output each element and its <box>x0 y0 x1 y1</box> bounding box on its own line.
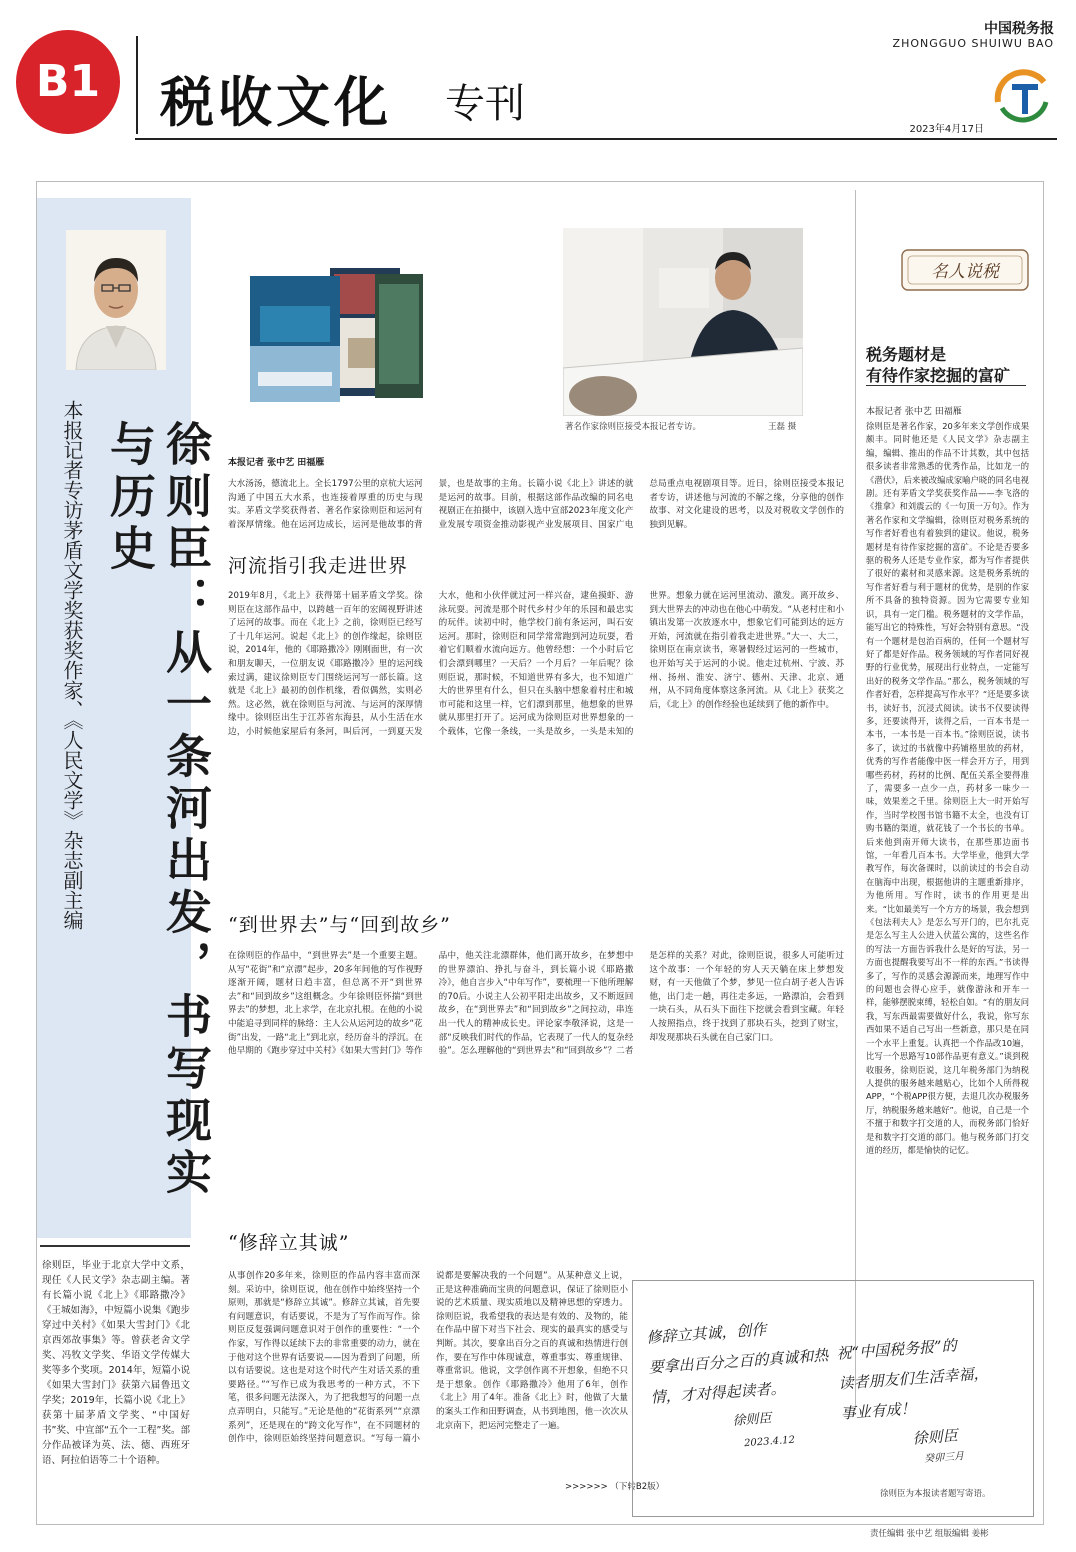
sidebar-body: 徐则臣是著名作家，20多年来文学创作成果颇丰。同时他还是《人民文学》杂志副主编，编辑、推出的作品不计其数，其中包括很多读者非常熟悉的优秀作品，比如龙一的《潜伏》，后来被改编成家喻户晓的同名电视剧。还有茅盾文学奖获奖作品——李飞洛的《推拿》和刘震云的《一句顶一万句》。作为著名作家和文学编辑，徐则臣对税务系统的写作者好看也有着独到的建议。他说，税务题材是有待作家挖掘的富矿。不论是否要多驱的税务人还是专业作家，都为写作者提供了很好的素材和灵感来源。这是税务系统的写作者好看与利于题材的优势，是别的作家所不具备的独特资源。因为它需要专业知识，具有一定门槛。税务题材的文学作品，能写出它的特殊性，写好会特别有意思。“没有一个题材是包治百病的，任何一个题材写好了都是好作品。税务领域的写作者同好视野的行业优势，展现出行业特点，一定能写出好的税务文学作品。”那么，税务领域的写作者好看，怎样提高写作水平？“还是要多读书，读好书，沉浸式阅读。读书不仅要读得多，还要读得开，读得之后，一百本书是一本书，一本书是一百本书。”徐则臣说，读书多了，读过的书就像中药铺格里放的药材，优秀的写作者能像中医一样会开方子，用到哪些药材，药材的比例、配伍关系全要得准了，需要多一点少一点，药材多一味少一味，效果差之千里。徐则臣上大一时开始写作，当时学校图书馆书籍不太全，也没有订购书籍的渠道，就花钱了一个书长的书单。后来他到南开师大读书，在那些那边面书馆，一年看几百本书。大学毕业，他到大学教写作，每次备课时，以前读过的书会自动在脑海中出现，根据他讲的主题重新排序，为他所用。写作时，读书的作用更是出来。“比如最美写一个方方的场景，我会想到《包法利夫人》是怎么写开门的，巴尔扎克是怎么写主人公进入伏蓝公寓的，这些名作的写法一方面告诉我什么是好的写法，另一方面也提醒我要写出不一样的东西。”书读得多了，写作的灵感会源源而来，地理写作中的问题也会得心应手，就像游泳和开车一样，能够摆脱束缚，轻松自如。“有的朋友问我，写东西最需要做好什么，我说，你写东西如果不适自己写出一些新意，那只是在同一个水平上重复。认真把一个作品改10遍，比写一个思路写10部作品更有意义。”谈到税收服务，徐则臣说，这几年税务部门为纳税人提供的服务越来越贴心，比如个人所得税APP，“个税APP很方便，去退几次办税服务厅，纳税服务越来越好”。他说，自己是一个不擅于和数字打交道的人，而税务部门恰好是和数字打交道的部门。他与税务部门打交道的经历，都是愉快的记忆。 <box>866 421 1029 1155</box>
section-title: 税收文化 <box>160 70 392 134</box>
hw-line: 祝“中国税务报”的 <box>835 1336 958 1363</box>
sidebar-title-line1: 税务题材是 <box>866 345 947 364</box>
article-byline: 本报记者 张中艺 田福雁 <box>228 458 325 468</box>
hw-line: 事业有成！ <box>840 1399 917 1423</box>
hw-date: 2023.4.12 <box>743 1434 796 1450</box>
sidebar-divider <box>855 190 856 1410</box>
photo-credit: 王磊 摄 <box>768 422 797 432</box>
book-covers-image <box>250 260 425 406</box>
handwritten-note-1 <box>645 1310 844 1459</box>
section-subtitle: 专刊 <box>445 81 525 127</box>
article-section-3: 从事创作20多年来，徐则臣的作品内容丰富而深刻。采访中，徐则臣说，他在创作中始终坚持一个原则，那就是“修辞立其诚”。修辞立其诚，首先要有问题意识，有话要说，不是为了写作而写作。徐则臣反复强调问题意识对于创作的重要性：“一个作家，写作得以延续下去的非常重要的动力，就在于他对这个世界有话要说——因为看到了问题，所以有话要说。这也是对这个时代产生对话关系的重要路径。”“写作已成为我思考的一种方式，不下笔，很多问题无法深入，为了把我想写的问题一点点弄明白，只能写。”无论是他的“花街系列”“京漂系列”，还是现在的“跨文化写作”，在不同题材的创作中，徐则臣始终坚持问题意识。“写每一篇小说都是要解决我的一个问题”。从某种意义上说，正是这种准确而宝贵的问题意识，保证了徐则臣小说的艺术质量、现实质地以及精神思想的穿透力。徐则臣说，我希望我的表达是有效的、及物的，能在作品中留下对当下社会、现实的最真实的感受与判断。其次，要拿出百分之百的真诚和热情进行创作，要在写作中体现诚意，尊重事实、尊重规律、尊重常识。他说，文学创作离不开想象，但绝不只是于想象。创作《耶路撒冷》他用了6年，创作《北上》用了4年。准备《北上》时，他做了大量的案头工作和田野调查，从书到地图，他一次次从北京南下，把运河完整走了一遍。 <box>228 1271 628 1445</box>
article-section-2: 在徐则臣的作品中，“到世界去”是一个重要主题。从写“花街”和“京漂”起步，20多年间他的写作视野逐渐开阔，题材日趋丰富，但总离不开“到世界去”和“回到故乡”这组概念。少年徐则臣怀揣“到世界去”的梦想，北上求学，在北京扎根。在他的小说中能追寻到同样的脉络：主人公从运河边的故乡“花街”出发，一路“北上”到北京，经历奋斗的浮沉。在他早期的《跑步穿过中关村》《如果大雪封门》等作品中，他关注北漂群体，他们离开故乡，在梦想中的世界漂泊、挣扎与奋斗，到长篇小说《耶路撒冷》，他自言步入“中年写作”，要梳理一下他所理解的70后。小说主人公初平阳走出故乡，又不断返回故乡，在“到世界去”和“回到故乡”之间拉动，串连出一代人的精神成长史。评论家李敬泽说，这是一部“反映我们时代的作品，它表现了一代人的复杂经验”。怎么理解他的“到世界去”和“回到故乡”？二者是怎样的关系？对此，徐则臣说，很多人可能听过这个故事：一个年轻的穷人天天躺在床上梦想发财，有一天他做了个梦，梦见一位白胡子老人告诉他，出门走一趟，再往走多远，一路漂泊，会看到一块石头，从石头下面往下挖就会看到宝藏。年轻人按照指点，终于找到了那块石头，挖到了财宝，却发现那块石头就在自己家门口。 <box>228 951 844 1057</box>
profile-headline: 徐则臣：从一条河出发，书写现实与历史 <box>103 420 213 1200</box>
stamp-text: 名人说税 <box>931 262 999 282</box>
photo-caption: 著名作家徐则臣接受本报记者专访。 <box>565 422 702 432</box>
subhead-world-home: “到世界去”与“回到故乡” <box>228 914 451 936</box>
interview-photo <box>563 228 803 416</box>
sidebar-title-line2: 有待作家挖掘的富矿 <box>866 366 1011 385</box>
sidebar-title-rule <box>866 385 1026 386</box>
article-section-1: 2019年8月，《北上》获得第十届茅盾文学奖。徐则臣在这部作品中，以跨越一百年的宏阔视野讲述了运河的故事。而在《北上》之前，徐则臣已经写了十几年运河。说起《北上》的创作缘起，徐则臣说，2014年，他的《耶路撒冷》刚刚面世，有一次和朋友聊天，一位朋友说《耶路撒冷》里的运河线索过满，建议徐则臣专门围绕运河写一部长篇。这就是《北上》最初的创作机缘，看似偶然，实则必然。这必然，就在徐则臣与河流、与运河的深厚情缘中。徐则臣出生于江苏省东海县，从小生活在水边，小时候他家屋后有条河，叫后河，一到夏天发大水，他和小伙伴就过河一样兴奋，逮鱼摸虾、游泳玩耍。河流是那个时代乡村少年的乐园和最忠实的玩伴。读初中时，他学校门前有条运河，叫石安运河。那时，徐则臣和同学常常跑到河边玩耍，看着它们顺着水流向远方。他曾经想：一个小时后它们会漂到哪里？一天后？一个月后？一年后呢？徐则臣说，那时候，不知道世界有多大，也不知道广大的世界里有什么，但只在头脑中想象着村庄和城市可能和这里一样，它们漂到那里，他想象的世界就从那里打开了。运河成为徐则臣对世界想象的一个载体，它像一条线，一头是故乡，一头是未知的世界。想象力就在运河里流动、激发。离开故乡、到大世界去的冲动也在他心中萌发。“从老村庄和小镇出发第一次放逐水中，想象它们可能到达的远方开始，河流就在指引着我走进世界。”大一、大二，徐则臣在南京读书，寒暑假经过运河的一些城市，也开始写关于运河的小说。他走过杭州、宁波、苏州、扬州、淮安、济宁、德州、天津、北京、通州，从不同角度体察这条河流。从《北上》获奖之后，《北上》的创作经验也延续到了他的新作中。 <box>228 591 844 737</box>
section-badge <box>16 30 120 134</box>
subhead-sincerity: “修辞立其诚” <box>228 1232 350 1254</box>
continued-note: >>>>>> （下转B2版） <box>565 1482 665 1492</box>
masthead-rule <box>135 138 1057 140</box>
subhead-rivers: 河流指引我走进世界 <box>228 555 409 577</box>
section-code: B1 <box>35 56 101 107</box>
paper-name-pinyin: ZHONGGUO SHUIWU BAO <box>892 37 1054 50</box>
paper-name: 中国税务报 <box>984 21 1054 37</box>
hw-signature: 徐则臣 <box>732 1411 773 1429</box>
profile-byline: 本报记者专访茅盾文学奖获奖作家、《人民文学》杂志副主编 <box>60 400 84 930</box>
tax-paper-logo-icon <box>990 62 1054 126</box>
article-intro: 大水汤汤，德流北上。全长1797公里的京杭大运河沟通了中国五大水系，也连接着厚重的历史与现实。茅盾文学奖获得者、著名作家徐则臣和运河有着深厚情缘。他在运河边成长，运河是他故事的背景，也是故事的主角。长篇小说《北上》讲述的就是运河的故事。目前，根据这部作品改编的同名电视剧正在拍摄中，该剧入选中宣部2023年度文化产业发展专项资金推动影视产业发展项目、国家广电总局重点电视剧项目等。近日，徐则臣接受本报记者专访，讲述他与河流的不解之缘，分享他的创作故事、对文化建设的思考，以及对税收文学创作的独到见解。 <box>228 479 844 530</box>
author-portrait <box>66 230 166 370</box>
handwritten-note-2 <box>836 1326 1035 1473</box>
masthead-divider <box>136 36 138 134</box>
footer-editors: 责任编辑 张中艺 组版编辑 姜彬 <box>870 1529 989 1539</box>
issue-date: 2023年4月17日 <box>909 124 984 135</box>
hw-signature: 徐则臣 <box>912 1426 959 1448</box>
name-talk-stamp-icon <box>900 248 1030 292</box>
bio-rule <box>40 1245 190 1247</box>
hw-line: 情，才对得起读者。 <box>650 1379 787 1407</box>
sidebar-byline: 本报记者 张中艺 田福雁 <box>866 407 962 417</box>
author-bio: 徐则臣，毕业于北京大学中文系，现任《人民文学》杂志副主编。著有长篇小说《北上》《耶路撒冷》《王城如海》，中短篇小说集《跑步穿过中关村》《如果大雪封门》《北京西郊故事集》等。曾获老舍文学奖、冯牧文学奖、华语文学传媒大奖等多个奖项。2014年，短篇小说《如果大雪封门》获第六届鲁迅文学奖；2019年，长篇小说《北上》获第十届茅盾文学奖、“中国好书”奖、中宣部“五个一工程”奖。部分作品被译为英、法、德、西班牙语、阿拉伯语等二十个语种。 <box>42 1260 190 1466</box>
hw-line: 读者朋友们生活幸福， <box>838 1364 989 1393</box>
hw-date: 癸卯三月 <box>923 1451 965 1465</box>
hw-line: 要拿出百分之百的真诚和热 <box>647 1346 829 1377</box>
handwriting-caption: 徐则臣为本报读者题写寄语。 <box>880 1489 991 1499</box>
hw-line: 修辞立其诚，创作 <box>645 1320 767 1347</box>
